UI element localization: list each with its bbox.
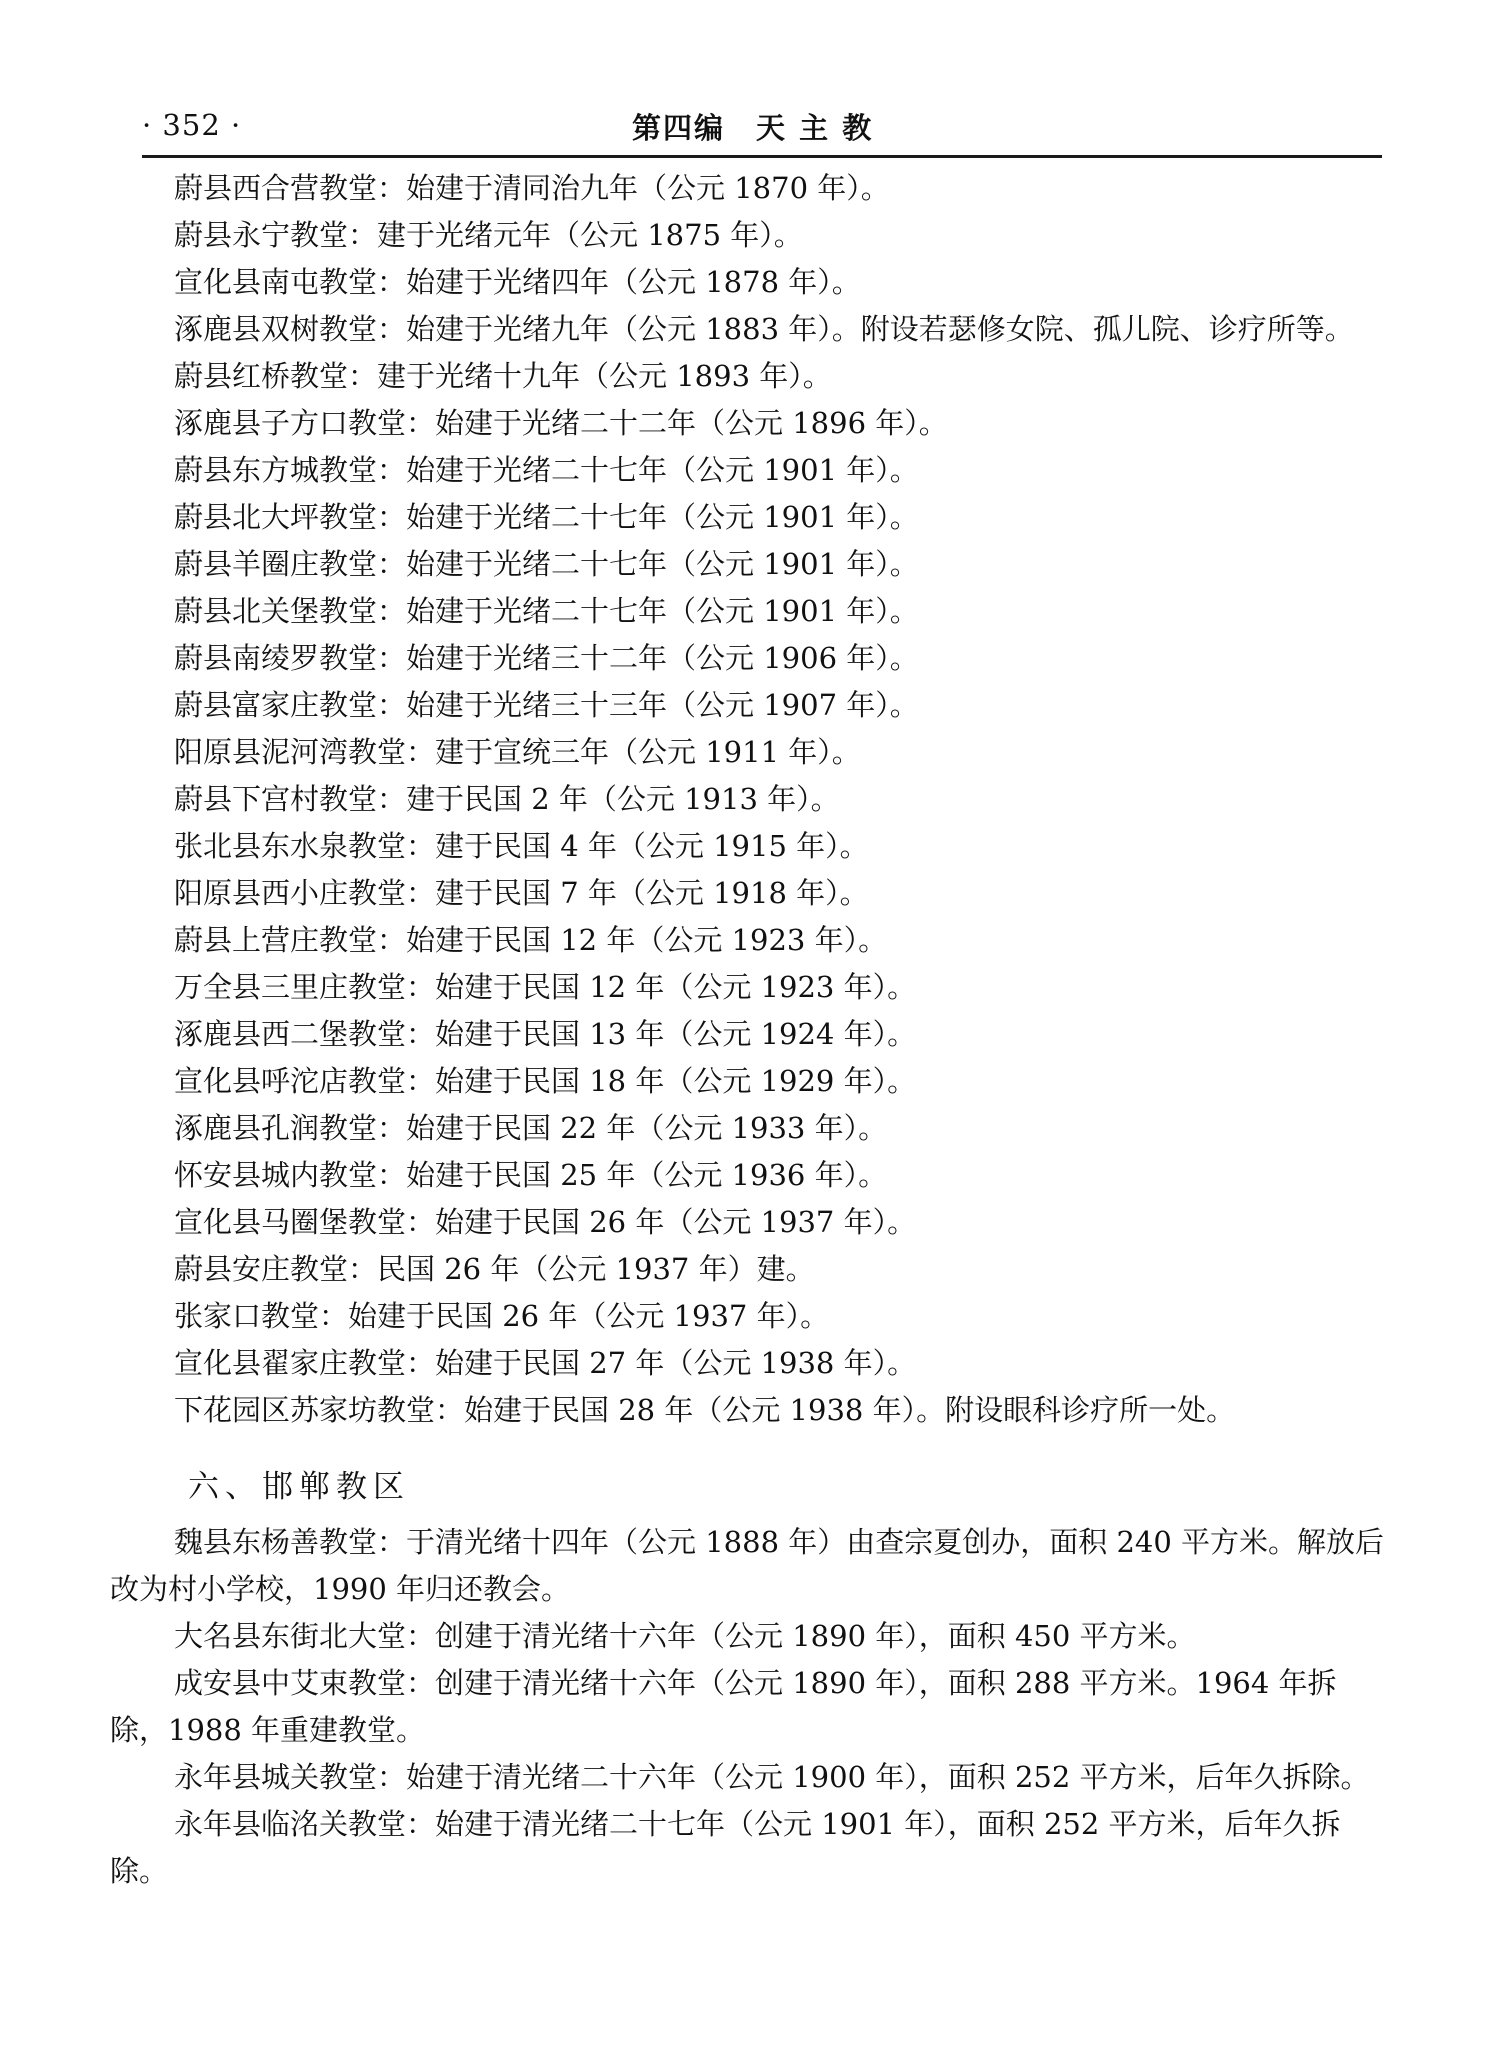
section-heading: 六、邯郸教区 bbox=[188, 1469, 410, 1505]
page-header bbox=[142, 100, 1382, 150]
entry-paragraph: 蔚县西合营教堂：始建于清同治九年（公元 1870 年）。 bbox=[174, 171, 890, 205]
entry-paragraph: 下花园区苏家坊教堂：始建于民国 28 年（公元 1938 年）。附设眼科诊疗所一处。 bbox=[174, 1393, 1236, 1427]
entry-paragraph: 张家口教堂：始建于民国 26 年（公元 1937 年）。 bbox=[174, 1299, 830, 1333]
running-title: 第四编 天 主 教 bbox=[632, 111, 874, 145]
entry-paragraph: 宣化县南屯教堂：始建于光绪四年（公元 1878 年）。 bbox=[174, 265, 861, 299]
entry-paragraph: 蔚县富家庄教堂：始建于光绪三十三年（公元 1907 年）。 bbox=[174, 688, 919, 722]
entry-paragraph: 蔚县东方城教堂：始建于光绪二十七年（公元 1901 年）。 bbox=[174, 453, 919, 487]
entry-paragraph: 怀安县城内教堂：始建于民国 25 年（公元 1936 年）。 bbox=[174, 1158, 888, 1192]
entry-paragraph: 蔚县上营庄教堂：始建于民国 12 年（公元 1923 年）。 bbox=[174, 923, 888, 957]
entry-paragraph: 宣化县马圈堡教堂：始建于民国 26 年（公元 1937 年）。 bbox=[174, 1205, 917, 1239]
entry-paragraph: 张北县东水泉教堂：建于民国 4 年（公元 1915 年）。 bbox=[174, 829, 869, 863]
entry-paragraph: 蔚县安庄教堂：民国 26 年（公元 1937 年）建。 bbox=[174, 1252, 815, 1286]
page-number: · 352 · bbox=[142, 108, 242, 142]
entry-paragraph: 蔚县北大坪教堂：始建于光绪二十七年（公元 1901 年）。 bbox=[174, 500, 919, 534]
header-rule bbox=[142, 155, 1382, 158]
entry-paragraph: 涿鹿县子方口教堂：始建于光绪二十二年（公元 1896 年）。 bbox=[174, 406, 948, 440]
entry-paragraph: 阳原县泥河湾教堂：建于宣统三年（公元 1911 年）。 bbox=[174, 735, 861, 769]
entry-paragraph: 蔚县红桥教堂：建于光绪十九年（公元 1893 年）。 bbox=[174, 359, 832, 393]
entry-paragraph: 蔚县下宫村教堂：建于民国 2 年（公元 1913 年）。 bbox=[174, 782, 840, 816]
entry-paragraph: 宣化县翟家庄教堂：始建于民国 27 年（公元 1938 年）。 bbox=[174, 1346, 917, 1380]
entry-paragraph: 涿鹿县西二堡教堂：始建于民国 13 年（公元 1924 年）。 bbox=[174, 1017, 917, 1051]
entry-paragraph: 成安县中艾束教堂：创建于清光绪十六年（公元 1890 年），面积 288 平方米。1964 年拆除，1988 年重建教堂。 bbox=[110, 1666, 1337, 1747]
entry-paragraph: 蔚县北关堡教堂：始建于光绪二十七年（公元 1901 年）。 bbox=[174, 594, 919, 628]
entry-paragraph: 涿鹿县双树教堂：始建于光绪九年（公元 1883 年）。附设若瑟修女院、孤儿院、诊疗所等。 bbox=[174, 312, 1354, 346]
entry-paragraph: 大名县东街北大堂：创建于清光绪十六年（公元 1890 年），面积 450 平方米。 bbox=[174, 1619, 1196, 1653]
entry-paragraph: 涿鹿县孔润教堂：始建于民国 22 年（公元 1933 年）。 bbox=[174, 1111, 888, 1145]
body-text bbox=[110, 165, 1390, 1895]
entry-paragraph: 蔚县永宁教堂：建于光绪元年（公元 1875 年）。 bbox=[174, 218, 803, 252]
entry-paragraph: 蔚县羊圈庄教堂：始建于光绪二十七年（公元 1901 年）。 bbox=[174, 547, 919, 581]
entry-paragraph: 魏县东杨善教堂：于清光绪十四年（公元 1888 年）由查宗夏创办，面积 240 平方米。解放后改为村小学校，1990 年归还教会。 bbox=[110, 1525, 1385, 1606]
entry-paragraph: 蔚县南绫罗教堂：始建于光绪三十二年（公元 1906 年）。 bbox=[174, 641, 919, 675]
entry-paragraph: 阳原县西小庄教堂：建于民国 7 年（公元 1918 年）。 bbox=[174, 876, 869, 910]
entry-paragraph: 永年县临洺关教堂：始建于清光绪二十七年（公元 1901 年），面积 252 平方米，后年久拆除。 bbox=[110, 1807, 1341, 1888]
entry-paragraph: 永年县城关教堂：始建于清光绪二十六年（公元 1900 年），面积 252 平方米，后年久拆除。 bbox=[174, 1760, 1370, 1794]
entry-paragraph: 万全县三里庄教堂：始建于民国 12 年（公元 1923 年）。 bbox=[174, 970, 917, 1004]
entry-paragraph: 宣化县呼沱店教堂：始建于民国 18 年（公元 1929 年）。 bbox=[174, 1064, 917, 1098]
